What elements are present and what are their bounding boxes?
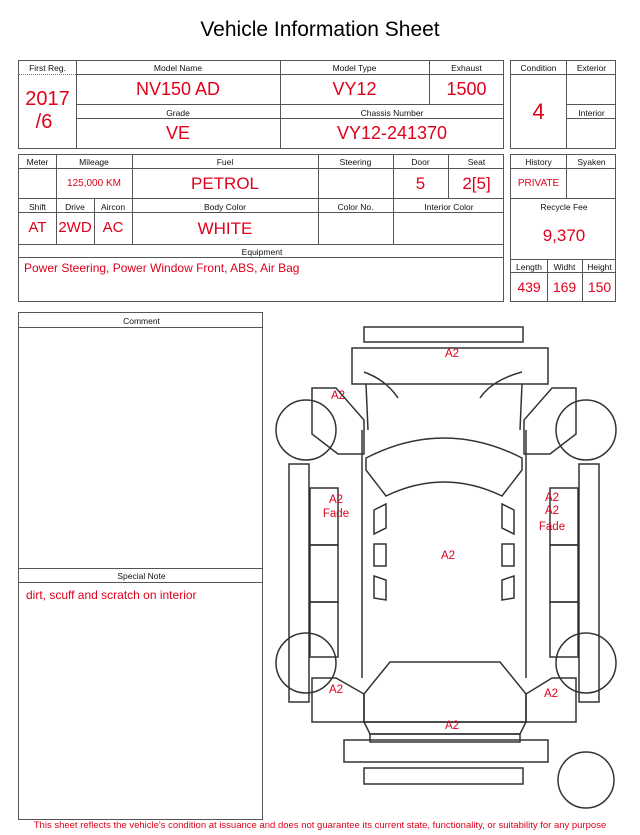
first-reg-year: 2017 — [25, 88, 70, 110]
height-label: Height — [587, 262, 612, 272]
model-name-label: Model Name — [153, 63, 203, 73]
shift-value: AT — [28, 219, 47, 236]
grade-label: Grade — [166, 108, 190, 118]
history-value: PRIVATE — [517, 178, 560, 189]
length-label: Length — [516, 262, 542, 272]
car-damage-diagram — [266, 318, 626, 818]
mark-right-front-door-2: A2 — [544, 505, 560, 517]
page-title: Vehicle Information Sheet — [200, 18, 440, 41]
color-no-label: Color No. — [337, 202, 374, 212]
exterior-label: Exterior — [576, 63, 607, 73]
width-label: Widht — [553, 262, 576, 272]
mark-rear-gate: A2 — [444, 720, 460, 732]
width-value: 169 — [552, 279, 577, 295]
drive-label: Drive — [65, 202, 85, 212]
mileage-label: Mileage — [79, 157, 109, 167]
mark-right-rear: A2 — [543, 688, 559, 700]
chassis-label: Chassis Number — [360, 108, 424, 118]
interior-label: Interior — [578, 108, 605, 118]
aircon-value: AC — [102, 219, 124, 236]
mark-right-front-door-1: A2 — [544, 492, 560, 504]
mark-left-front-fender: A2 — [330, 390, 346, 402]
body-color-value: WHITE — [197, 219, 253, 238]
first-reg-month: /6 — [35, 111, 53, 133]
condition-label: Condition — [520, 63, 557, 73]
seat-value: 2[5] — [462, 174, 491, 193]
fuel-label: Fuel — [216, 157, 234, 167]
model-type-value: VY12 — [332, 79, 377, 99]
mark-left-front-door-2: Fade — [322, 508, 350, 520]
syaken-label: Syaken — [577, 157, 606, 167]
shift-label: Shift — [28, 202, 46, 212]
drive-value: 2WD — [58, 219, 92, 236]
comment-label: Comment — [123, 316, 160, 326]
equipment-value: Power Steering, Power Window Front, ABS, Air Bag — [24, 261, 300, 275]
mark-left-rear: A2 — [328, 684, 344, 696]
vehicle-info-table — [18, 60, 504, 149]
special-note-label: Special Note — [117, 571, 166, 581]
fuel-value: PETROL — [190, 174, 260, 193]
door-label: Door — [411, 157, 430, 167]
exhaust-value: 1500 — [446, 79, 487, 99]
exhaust-label: Exhaust — [451, 63, 482, 73]
length-value: 439 — [517, 279, 541, 295]
mileage-value: 125,000 KM — [67, 178, 121, 189]
mark-left-front-door-1: A2 — [328, 494, 344, 506]
equipment-label: Equipment — [241, 247, 283, 257]
mark-hood: A2 — [444, 348, 460, 360]
footer-disclaimer: This sheet reflects the vehicle's condition at issuance and does not guarantee its current state, functionality, or suitability for any purpose — [33, 820, 607, 831]
body-color-label: Body Color — [203, 202, 247, 212]
model-name-value: NV150 AD — [135, 79, 221, 99]
history-box — [510, 154, 616, 302]
mark-right-front-door-3: Fade — [538, 521, 566, 533]
door-value: 5 — [415, 174, 426, 193]
height-value: 150 — [587, 279, 612, 295]
interior-color-label: Interior Color — [424, 202, 474, 212]
meter-label: Meter — [26, 157, 49, 167]
condition-box — [510, 60, 616, 149]
grade-value: VE — [165, 123, 190, 143]
special-note-value: dirt, scuff and scratch on interior — [26, 588, 197, 602]
history-label: History — [525, 157, 552, 167]
spec-table — [18, 154, 504, 302]
recycle-fee-label: Recycle Fee — [540, 202, 588, 212]
steering-label: Steering — [339, 157, 372, 167]
seat-label: Seat — [467, 157, 486, 167]
chassis-value: VY12-241370 — [336, 123, 448, 143]
damage-marks — [323, 348, 565, 732]
model-type-label: Model Type — [332, 63, 377, 73]
wheel-outlines — [276, 400, 616, 808]
condition-value: 4 — [532, 99, 545, 124]
comment-box — [18, 312, 263, 820]
first-reg-label: First Reg. — [29, 63, 66, 73]
mark-roof: A2 — [440, 550, 456, 562]
recycle-fee-value: 9,370 — [542, 226, 586, 245]
aircon-label: Aircon — [100, 202, 126, 212]
